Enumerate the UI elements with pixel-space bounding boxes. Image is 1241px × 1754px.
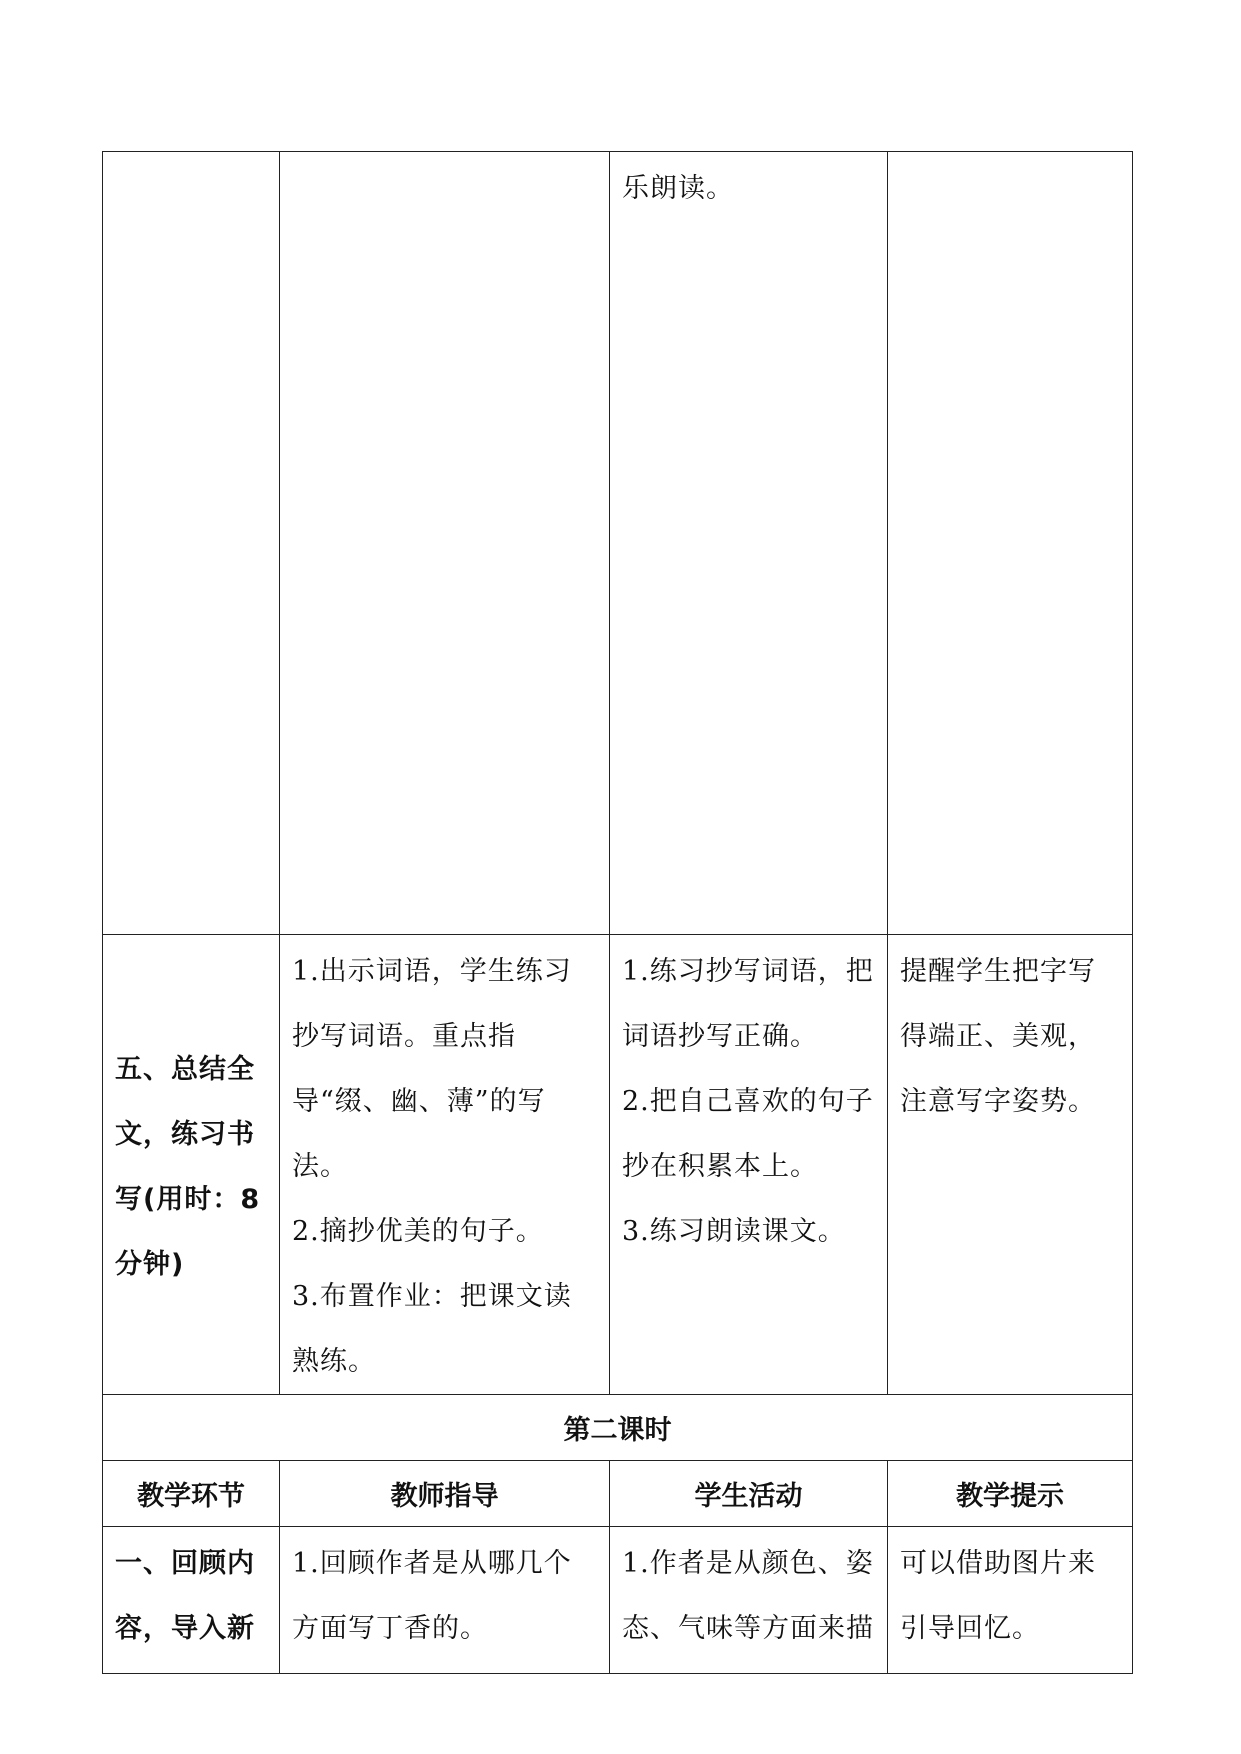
table-row-continuation [103,152,1133,935]
tip-text: 可以借助图片来引导回忆。 [900,1548,1096,1644]
table-row-section-title [103,1395,1133,1461]
stage-label: 五、总结全文，练习书写(用时：8分钟) [115,1053,261,1280]
tip-cell [888,152,1133,935]
student-item: 3.练习朗读课文。 [622,1216,846,1247]
stage-cell [103,935,280,1395]
section-title: 第二课时 [103,1395,1133,1461]
teacher-cell [280,1527,610,1674]
teacher-cell [280,935,610,1395]
table-row-summary [103,935,1133,1395]
student-activity-text: 乐朗读。 [622,173,734,204]
header-stage: 教学环节 [103,1461,280,1527]
table-row-review [103,1527,1133,1674]
teacher-item: 3.布置作业：把课文读熟练。 [292,1281,572,1377]
stage-cell [103,1527,280,1674]
table-header-row [103,1461,1133,1527]
student-item: 1.作者是从颜色、姿态、气味等方面来描 [622,1548,874,1644]
student-item: 1.练习抄写词语，把词语抄写正确。 [622,956,874,1052]
stage-label: 一、回顾内容，导入新 [115,1548,255,1644]
header-teacher: 教师指导 [280,1461,610,1527]
header-tip: 教学提示 [888,1461,1133,1527]
student-cell [610,935,888,1395]
teacher-item: 2.摘抄优美的句子。 [292,1216,544,1247]
header-student: 学生活动 [610,1461,888,1527]
teacher-item: 1.出示词语，学生练习抄写词语。重点指导“缀、幽、薄”的写法。 [292,956,572,1182]
tip-cell [888,1527,1133,1674]
tip-text: 提醒学生把字写得端正、美观，注意写字姿势。 [900,956,1096,1117]
stage-cell [103,152,280,935]
student-item: 2.把自己喜欢的句子抄在积累本上。 [622,1086,874,1182]
student-cell [610,152,888,935]
lesson-plan-table [102,151,1133,1674]
teacher-cell [280,152,610,935]
tip-cell [888,935,1133,1395]
student-cell [610,1527,888,1674]
teacher-item: 1.回顾作者是从哪几个方面写丁香的。 [292,1548,572,1644]
